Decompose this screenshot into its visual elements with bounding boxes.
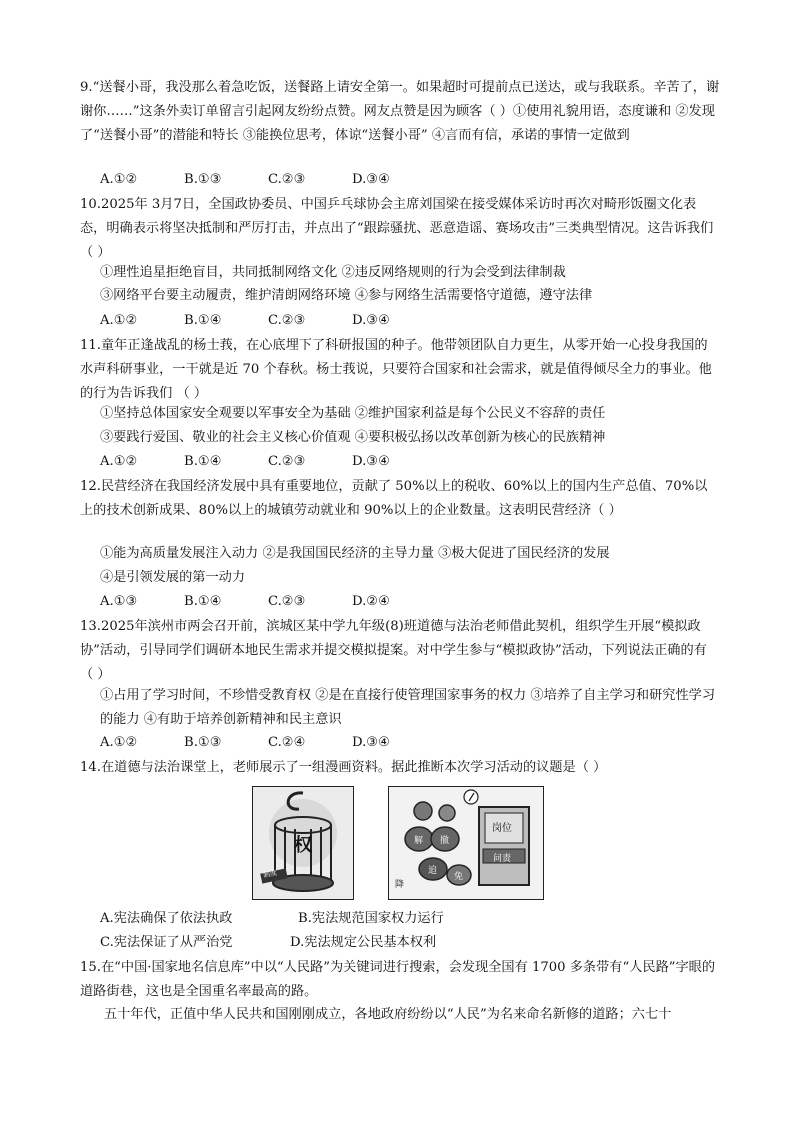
question-12-options: [100, 591, 436, 613]
option-a[interactable]: A.①③: [100, 594, 138, 609]
question-14-stem: 14.在道德与法治课堂上，老师展示了一组漫画资料。据此推断本次学习活动的议题是（ ）: [80, 760, 607, 775]
question-12-stem: 12.民营经济在我国经济发展中具有重要地位，贡献了 50%以上的税收、60%以上的国内生产总值、70%以上的技术创新成果、80%以上的城镇劳动就业和 90%以上的企业数量。这表明民营经济（ ）: [80, 479, 708, 518]
option-b[interactable]: B.①④: [184, 454, 222, 469]
question-13-options: [100, 732, 436, 754]
comic-label-accountability: 问责: [493, 854, 512, 864]
option-a[interactable]: A.①②: [100, 454, 138, 469]
question-12-items-1: ①能为高质量发展注入动力 ②是我国国民经济的主导力量 ③极大促进了国民经济的发展: [100, 546, 610, 561]
option-d[interactable]: D.③④: [352, 454, 390, 469]
question-10-items-1: ①理性追星拒绝盲目，共同抵制网络文化 ②违反网络规则的行为会受到法律制裁: [100, 265, 566, 280]
comic-label-demote: 降: [395, 880, 405, 890]
question-9-stem: 9.“送餐小哥，我没那么着急吃饭，送餐路上请安全第一。如果超时可提前点已送达，或与我联系。辛苦了，谢谢你……”这条外卖订单留言引起网友纷纷点赞。网友点赞是因为顾客（ ）①使用礼貌用语，态度谦和 ②发现了“送餐小哥”的潜能和特长 ③能换位思考，体谅“送餐小哥” ④言而有信，承诺的事情一定做到: [80, 80, 720, 143]
comic-label-revoke: 撤: [440, 836, 450, 846]
option-b[interactable]: B.①④: [184, 594, 222, 609]
option-a[interactable]: A.①②: [100, 735, 138, 750]
accountability-illustration: [389, 787, 543, 899]
comic-label-pursue: 追: [428, 866, 438, 876]
question-10-items-2: ③网络平台要主动履责，维护清朗网络环境 ④参与网络生活需要恪守道德，遵守法律: [100, 288, 593, 303]
option-d[interactable]: D.③④: [352, 735, 390, 750]
option-a[interactable]: A.①②: [100, 313, 138, 328]
option-c[interactable]: C.②③: [268, 313, 306, 328]
question-11-stem: 11.童年正逢战乱的杨士莪，在心底埋下了科研报国的种子。他带领团队自力更生，从零开始一心投身我国的水声科研事业，一干就是近 70 个春秋。杨士莪说，只要符合国家和社会需求，就是值得倾尽全力的事业。他的行为告诉我们 （ ）: [80, 338, 712, 401]
option-c[interactable]: C.②③: [268, 172, 306, 187]
question-12-items-2: ④是引领发展的第一动力: [100, 570, 246, 585]
question-13-items: ①占用了学习时间，不珍惜受教育权 ②是在直接行使管理国家事务的权力 ③培养了自主学习和研究性学习的能力 ④有助于培养创新精神和民主意识: [100, 688, 716, 727]
question-14-option-c[interactable]: C.宪法保证了从严治党: [100, 935, 233, 950]
option-c[interactable]: C.②③: [268, 594, 306, 609]
question-14-option-d[interactable]: D.宪法规定公民基本权利: [290, 935, 437, 950]
comic-label-dismiss: 解: [414, 836, 424, 846]
question-15-paragraph: 五十年代，正值中华人民共和国刚刚成立，各地政府纷纷以“人民”为名来命名新修的道路；六七十: [104, 1007, 672, 1022]
question-11-items-2: ③要践行爱国、敬业的社会主义核心价值观 ④要积极弘扬以改革创新为核心的民族精神: [100, 430, 606, 445]
comic-label-system: 制度: [262, 868, 278, 880]
comic-label-remove: 免: [454, 872, 464, 882]
option-b[interactable]: B.①③: [184, 172, 222, 187]
question-14-option-a[interactable]: A.宪法确保了依法执政: [100, 911, 233, 926]
question-10-options: [100, 310, 436, 332]
option-d[interactable]: D.③④: [352, 313, 390, 328]
comic-label-power: 权: [294, 835, 312, 856]
question-11-options: [100, 451, 436, 473]
comic-accountability: [388, 786, 544, 900]
option-d[interactable]: D.③④: [352, 172, 390, 187]
option-b[interactable]: B.①③: [184, 735, 222, 750]
comic-label-post: 岗位: [492, 823, 512, 834]
question-11-items-1: ①坚持总体国家安全观要以军事安全为基础 ②维护国家利益是每个公民义不容辞的责任: [100, 406, 606, 421]
option-c[interactable]: C.②③: [268, 454, 306, 469]
comic-power-cage: [252, 786, 354, 900]
question-10-stem: 10.2025年 3月7日，全国政协委员、中国乒乓球协会主席刘国梁在接受媒体采访时再次对畸形饭圈文化表态，明确表示将坚决抵制和严厉打击，并点出了“跟踪骚扰、恶意造谣、赛场攻击”三类典型情况。这告诉我们 （ ）: [80, 197, 714, 260]
question-15-stem: 15.在“中国·国家地名信息库”中以“人民路”为关键词进行搜索，会发现全国有 1700 多条带有“人民路”字眼的道路街巷，这也是全国重名率最高的路。: [80, 960, 716, 999]
option-b[interactable]: B.①④: [184, 313, 222, 328]
option-c[interactable]: C.②④: [268, 735, 306, 750]
option-d[interactable]: D.②④: [352, 594, 390, 609]
question-14-option-b[interactable]: B.宪法规范国家权力运行: [298, 911, 444, 926]
question-9-options: [100, 169, 436, 191]
question-13-stem: 13.2025年滨州市两会召开前，滨城区某中学九年级(8)班道德与法治老师借此契机，组织学生开展“模拟政协”活动，引导同学们调研本地民生需求并提交模拟提案。对中学生参与“模拟政协”活动，下列说法正确的有 （ ）: [80, 619, 707, 682]
option-a[interactable]: A.①②: [100, 172, 138, 187]
